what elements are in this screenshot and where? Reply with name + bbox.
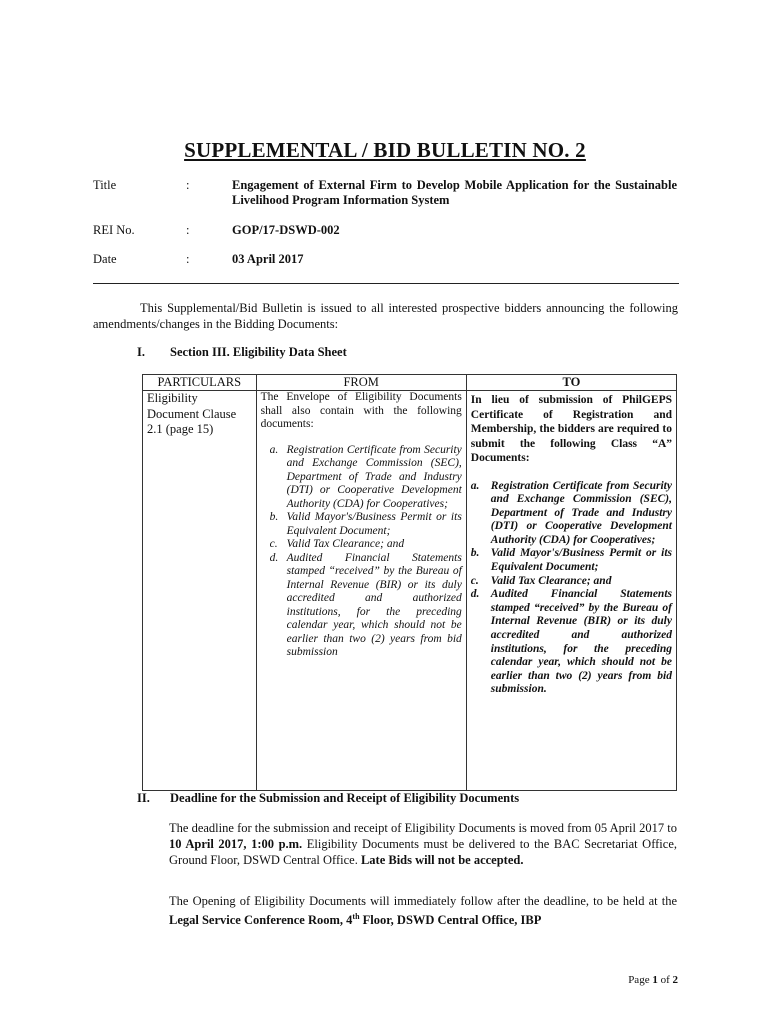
list-marker: a.: [269, 443, 279, 456]
meta-label: REI No.: [93, 223, 135, 237]
list-item: [269, 511, 462, 538]
list-item: [470, 479, 672, 548]
list-item-text: Audited Financial Statements stamped “received” by the Bureau of Internal Revenue (BIR) or its duly accredited and authorized institutions, for the preceding calendar year, which should not be earlier than two (2) years from bid submission.: [490, 588, 672, 696]
table-row: [143, 391, 677, 791]
list-item-text: Registration Certificate from Security and Exchange Commission (SEC), Department of Trade and Industry (DTI) or Cooperative Development Authority (CDA) for Cooperatives;: [286, 443, 462, 510]
deadline-paragraph: [169, 820, 677, 868]
list-item: [470, 588, 672, 697]
list-item-text: Registration Certificate from Security and Exchange Commission (SEC), Department of Trade and Industry (DTI) or Cooperative Development Authority (CDA) for Cooperatives;: [490, 479, 672, 546]
page-word: Page: [628, 974, 650, 986]
meta-colon: :: [186, 252, 190, 266]
list-item: [269, 443, 462, 512]
list-marker: b.: [269, 511, 279, 523]
table-header-to: TO: [466, 375, 676, 391]
list-item: [470, 547, 672, 574]
section-number: I.: [137, 345, 145, 359]
list-marker: c.: [470, 574, 479, 587]
section-heading: Section III. Eligibility Data Sheet: [170, 345, 347, 359]
header-divider: [93, 283, 679, 284]
opening-paragraph: [169, 893, 677, 928]
meta-colon: :: [186, 223, 190, 237]
deadline-text: Eligibility Documents must be delivered to the BAC Secretariat Office, Ground Floor, DSWD Central Office.: [169, 837, 677, 867]
meta-value: GOP/17-DSWD-002: [232, 223, 340, 237]
list-item: [269, 538, 462, 552]
late-bids-notice: Late Bids will not be accepted.: [360, 853, 524, 867]
list-item-text: Valid Tax Clearance; and: [490, 574, 612, 587]
section-heading: Deadline for the Submission and Receipt of Eligibility Documents: [170, 791, 520, 805]
list-item: [269, 551, 462, 660]
particulars-cell: Eligibility Document Clause 2.1 (page 15): [143, 391, 257, 791]
deadline-text: The deadline for the submission and receipt of Eligibility Documents is moved from 05 April 2017 to: [169, 821, 677, 835]
meta-label: Title: [93, 178, 117, 192]
list-marker: d.: [470, 588, 480, 601]
table-header-particulars: PARTICULARS: [143, 375, 257, 391]
meta-value: Engagement of External Firm to Develop Mobile Application for the Sustainable Livelihood Program Information System: [232, 178, 677, 207]
section-number: II.: [137, 791, 150, 805]
eligibility-data-table: [142, 374, 677, 791]
to-cell: [466, 391, 676, 791]
meta-label: Date: [93, 252, 117, 266]
list-item-text: Valid Mayor's/Business Permit or its Equivalent Document;: [286, 511, 462, 537]
opening-venue: Floor, DSWD Central Office, IBP: [359, 913, 542, 928]
from-list: [261, 444, 462, 660]
list-marker: a.: [470, 479, 480, 492]
from-intro: The Envelope of Eligibility Documents shall also contain with the following documents:: [260, 391, 462, 430]
list-item-text: Audited Financial Statements stamped “received” by the Bureau of Internal Revenue (BIR) or its duly accredited and authorized institutions, for the preceding calendar year, which should not be earlier than two (2) years from bid submission: [286, 551, 462, 658]
deadline-date: 10 April 2017, 1:00 p.m.: [169, 837, 303, 851]
to-intro: In lieu of submission of PhilGEPS Certificate of Registration and Membership, the bidders are required to submit the following Class “A” Documents:: [470, 394, 672, 464]
intro-paragraph: This Supplemental/Bid Bulletin is issued to all interested prospective bidders announcing the following amendments/changes in the Bidding Documents:: [93, 301, 678, 331]
list-marker: d.: [269, 551, 279, 564]
opening-venue: Legal Service Conference Room, 4: [169, 913, 353, 928]
from-cell: [256, 391, 466, 791]
to-list: [471, 480, 672, 698]
list-item-text: Valid Mayor's/Business Permit or its Equivalent Document;: [490, 547, 672, 574]
list-marker: c.: [269, 538, 278, 550]
opening-text: The Opening of Eligibility Documents will immediately follow after the deadline, to be held at the: [169, 894, 677, 908]
list-item: [470, 574, 672, 589]
list-marker: b.: [470, 547, 480, 560]
page-total: 2: [672, 974, 678, 986]
ordinal-suffix: th: [352, 912, 360, 921]
of-word: of: [660, 974, 670, 986]
meta-value: 03 April 2017: [232, 252, 304, 266]
table-header-from: FROM: [256, 375, 466, 391]
page-footer: [580, 974, 678, 986]
page-number: 1: [652, 974, 658, 986]
meta-colon: :: [186, 178, 190, 192]
list-item-text: Valid Tax Clearance; and: [286, 538, 405, 550]
bulletin-title: SUPPLEMENTAL / BID BULLETIN NO. 2: [184, 138, 586, 162]
table-header-row: [143, 375, 677, 391]
